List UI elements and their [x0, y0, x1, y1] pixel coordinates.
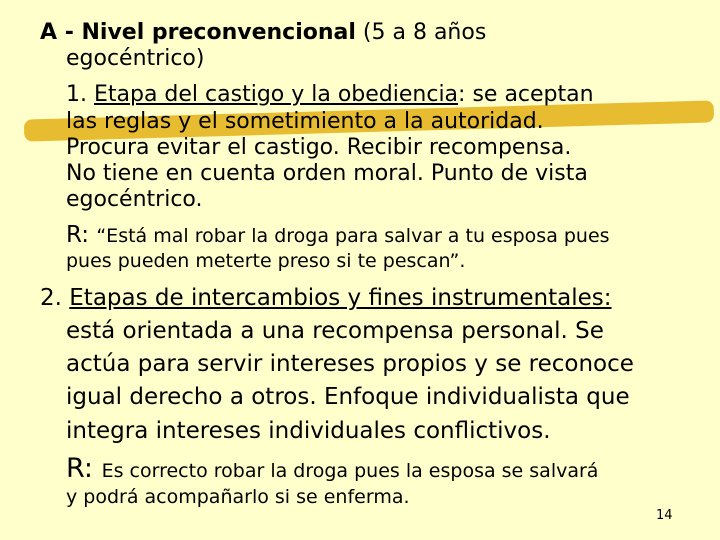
page-number: 14 — [656, 508, 673, 523]
stage1-answer-line1 — [66, 222, 610, 248]
section-a-age-range-cont: egocéntrico) — [66, 46, 205, 71]
stage1-desc-line2: las reglas y el sometimiento a la autoridad. — [66, 109, 544, 134]
stage1-answer-label: R: — [66, 222, 97, 248]
stage1-answer-text1: “Está mal robar la droga para salvar a tu esposa pues — [96, 225, 610, 247]
stage2-answer-label: R: — [66, 453, 102, 484]
stage2-desc-line1: está orientada a una recompensa personal. Se — [66, 318, 604, 344]
stage2-desc-line3: igual derecho a otros. Enfoque individualista que — [66, 384, 630, 410]
stage2-answer-line1 — [66, 453, 598, 484]
stage2-answer-text1: Es correcto robar la droga pues la esposa se salvará — [101, 460, 599, 482]
section-a-title: Nivel preconvencional — [81, 20, 356, 45]
section-a-heading — [40, 20, 486, 45]
stage2-heading — [40, 285, 612, 311]
stage2-desc-line2: actúa para servir intereses propios y se reconoce — [66, 351, 634, 377]
section-a-dash: - — [57, 20, 82, 45]
stage2-title: Etapas de intercambios y fines instrumentales: — [69, 285, 612, 311]
stage1-desc-line3: Procura evitar el castigo. Recibir recompensa. — [66, 135, 572, 160]
stage1-title: Etapa del castigo y la obediencia — [93, 82, 459, 107]
stage1-desc-line4: No tiene en cuenta orden moral. Punto de vista — [66, 161, 588, 186]
stage1-answer-line2: pues pueden meterte preso si te pescan”. — [66, 250, 466, 272]
stage1-heading — [66, 82, 594, 107]
stage2-desc-line4: integra intereses individuales conflictivos. — [66, 418, 551, 444]
stage1-number: 1. — [66, 82, 94, 107]
section-a-letter: A — [40, 20, 58, 45]
stage1-desc-line5: egocéntrico. — [66, 187, 203, 212]
stage2-answer-line2: y podrá acompañarlo si se enferma. — [66, 486, 410, 508]
stage1-desc-line1: : se aceptan — [458, 82, 594, 107]
section-a-age-range: (5 a 8 años — [355, 20, 487, 45]
stage2-number: 2. — [40, 285, 70, 311]
